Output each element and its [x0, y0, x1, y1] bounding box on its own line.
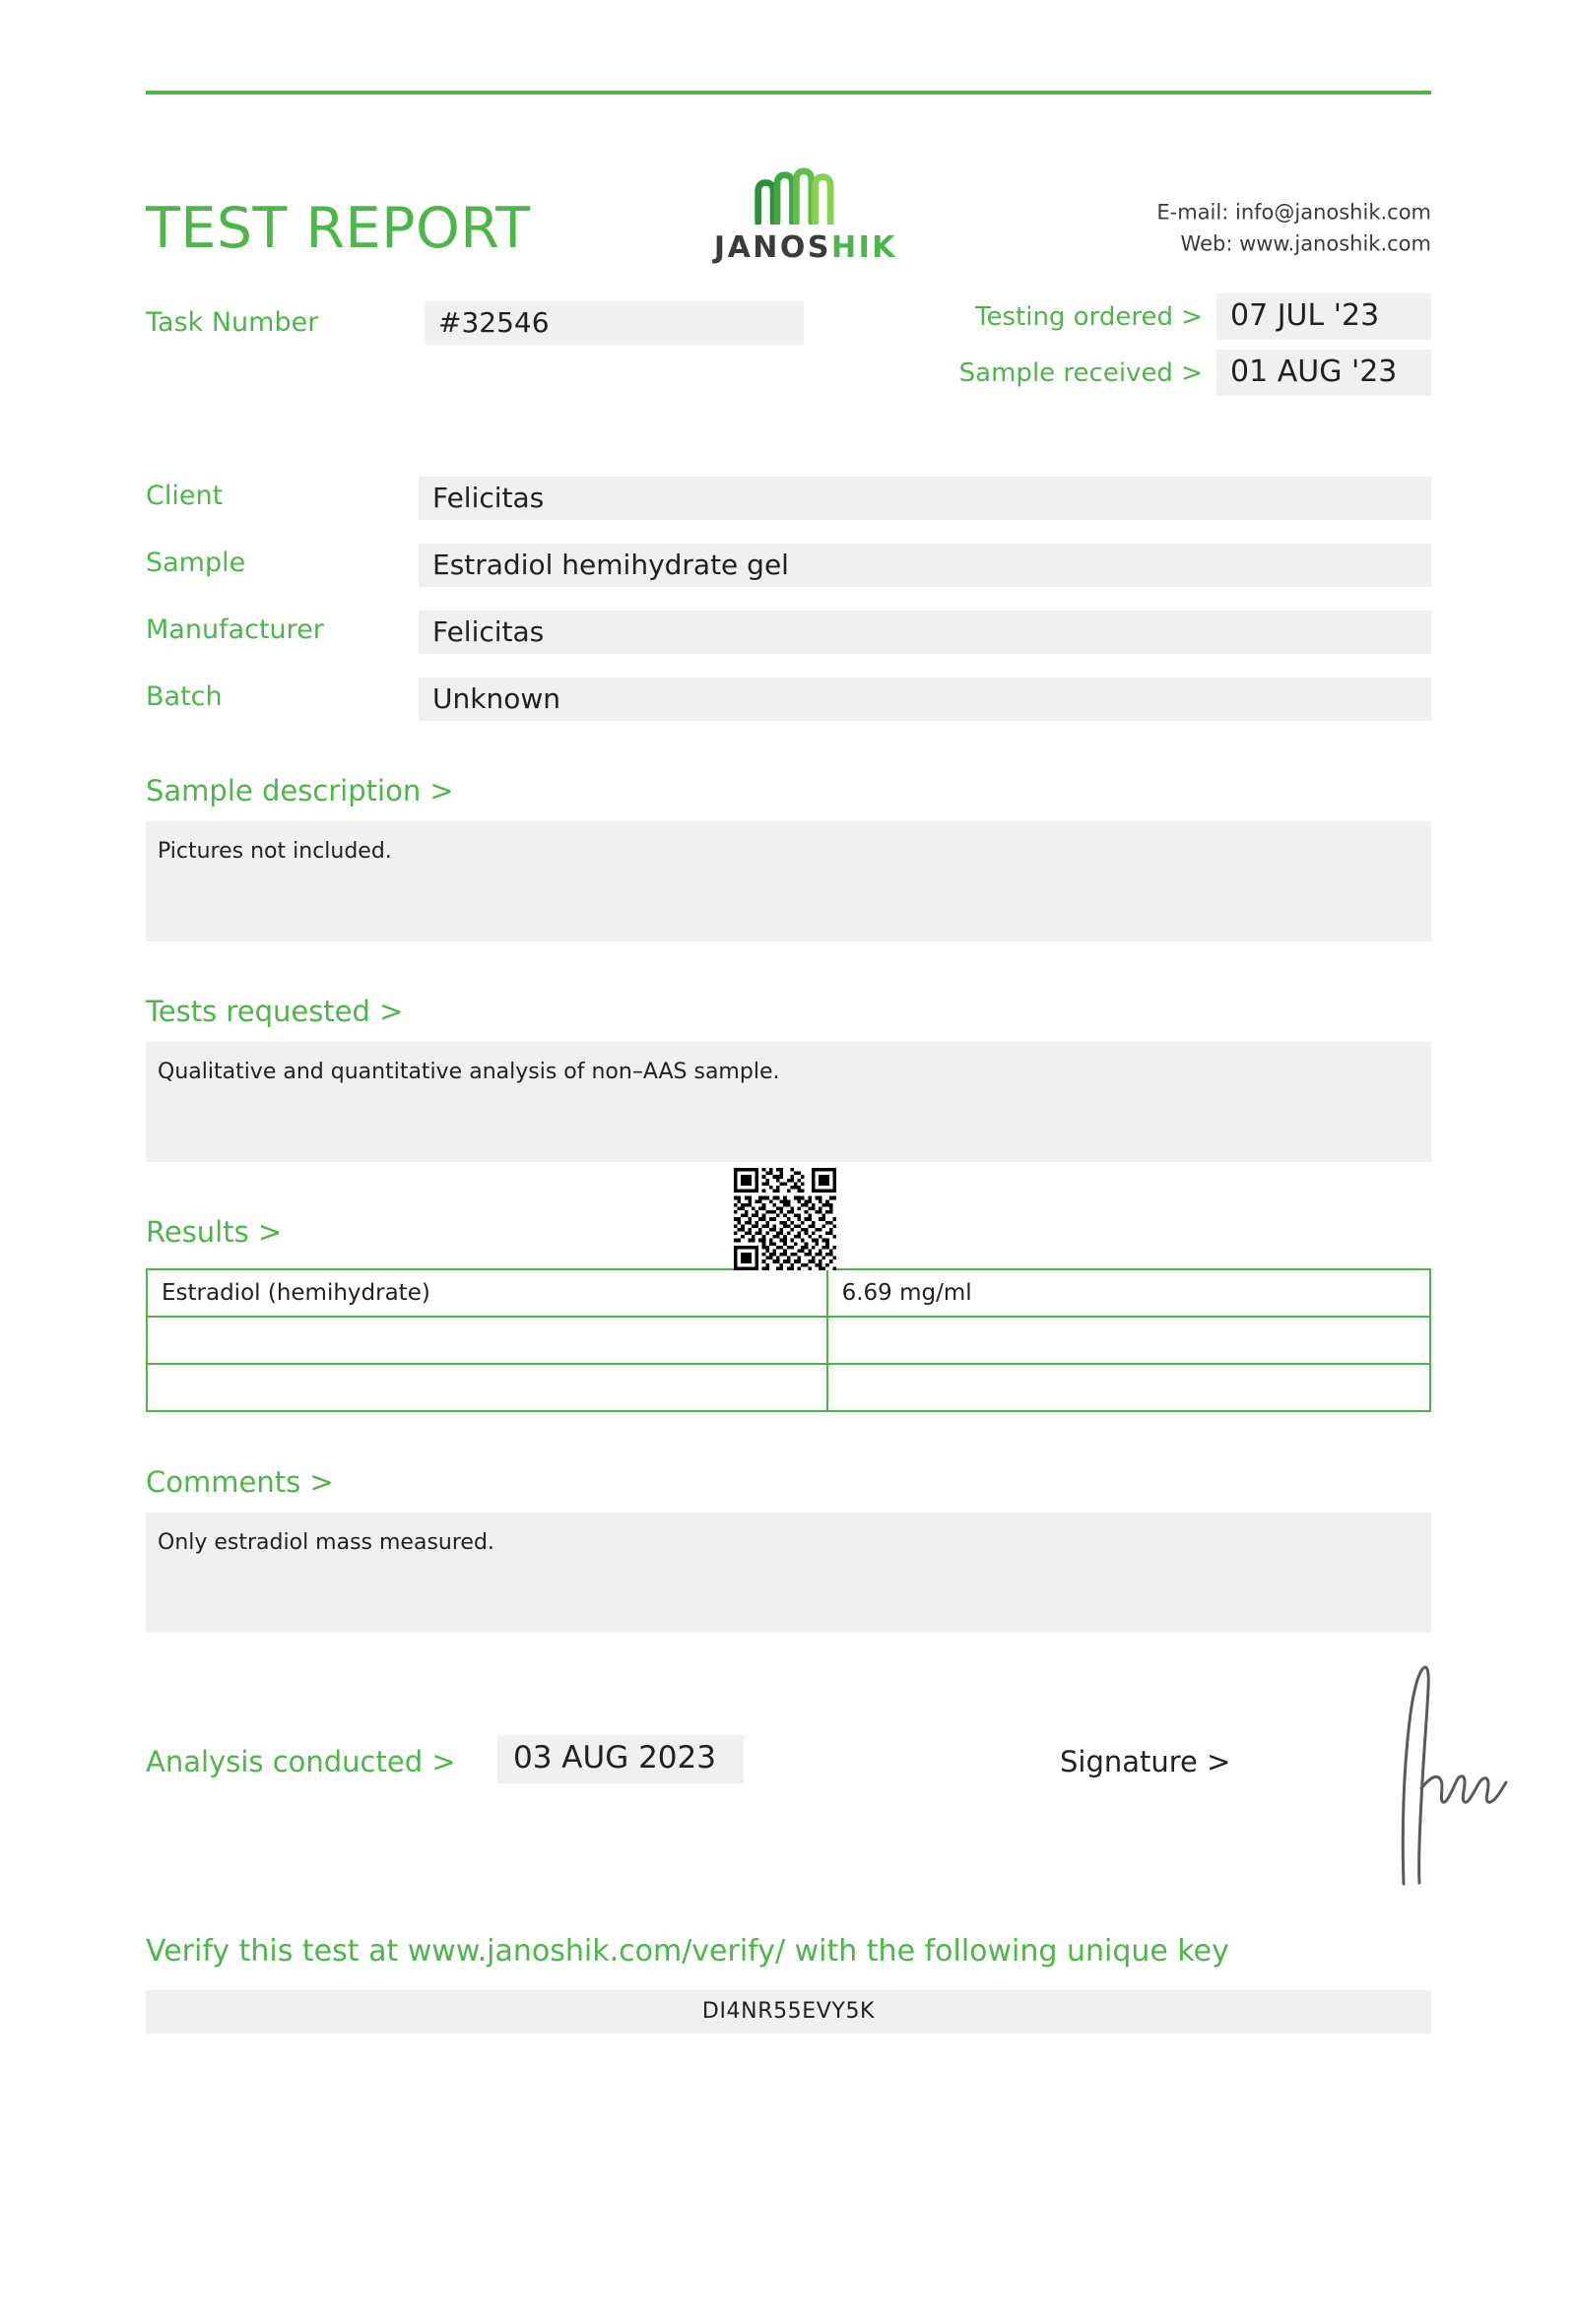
- client-label: Client: [146, 481, 224, 511]
- contact-info: [1156, 198, 1431, 260]
- task-number-value: #32546: [425, 301, 804, 345]
- task-bar: [146, 288, 1431, 406]
- page-title: TEST REPORT: [146, 196, 531, 261]
- manufacturer-value: Felicitas: [419, 611, 1431, 654]
- sample-info: [146, 477, 1431, 721]
- comments-title: Comments >: [146, 1465, 334, 1499]
- analysis-signature-row: [146, 1704, 1431, 1861]
- logo-wordmark-green: HIK: [831, 230, 898, 265]
- tests-requested-box: Qualitative and quantitative analysis of non–AAS sample.: [146, 1042, 1431, 1162]
- result-value: [827, 1364, 1430, 1411]
- table-row: [147, 1317, 1430, 1364]
- logo-wordmark-dark: JANOS: [713, 230, 832, 265]
- table-row: [147, 1364, 1430, 1411]
- result-value: [827, 1317, 1430, 1364]
- client-value: Felicitas: [419, 477, 1431, 520]
- batch-value: Unknown: [419, 678, 1431, 721]
- batch-label: Batch: [146, 681, 223, 712]
- testing-ordered-label: Testing ordered >: [975, 301, 1203, 332]
- result-value: 6.69 mg/ml: [827, 1269, 1430, 1317]
- comments-box: Only estradiol mass measured.: [146, 1513, 1431, 1633]
- results-header: [146, 1207, 1431, 1262]
- janoshik-logo: [692, 167, 919, 265]
- contact-web: Web: www.janoshik.com: [1180, 231, 1431, 255]
- sample-value: Estradiol hemihydrate gel: [419, 544, 1431, 587]
- result-name: [147, 1364, 827, 1411]
- logo-wordmark: [692, 230, 919, 265]
- result-name: Estradiol (hemihydrate): [147, 1269, 827, 1317]
- sample-received-label: Sample received >: [958, 357, 1203, 388]
- testing-ordered-row: [880, 293, 1431, 340]
- results-title: Results >: [146, 1215, 283, 1249]
- info-row-client: [146, 477, 1431, 520]
- contact-email: E-mail: info@janoshik.com: [1156, 200, 1431, 225]
- table-row: [147, 1269, 1430, 1317]
- sample-description-title: Sample description >: [146, 774, 454, 807]
- analysis-conducted-value: 03 AUG 2023: [497, 1735, 744, 1783]
- manufacturer-label: Manufacturer: [146, 614, 324, 645]
- report-content: [146, 0, 1431, 2034]
- logo-mark-icon: [749, 167, 863, 225]
- signature-image: [1382, 1662, 1530, 1889]
- info-row-batch: [146, 678, 1431, 721]
- info-row-manufacturer: [146, 611, 1431, 654]
- result-name: [147, 1317, 827, 1364]
- sample-label: Sample: [146, 548, 246, 578]
- info-row-sample: [146, 544, 1431, 587]
- qr-code-icon: [734, 1168, 836, 1270]
- sample-received-value: 01 AUG '23: [1216, 350, 1431, 396]
- date-group: [880, 293, 1431, 406]
- header-divider: [146, 91, 1431, 95]
- task-number-label: Task Number: [146, 307, 319, 338]
- signature-label: Signature >: [1060, 1745, 1231, 1778]
- results-table: [146, 1268, 1431, 1412]
- sample-received-row: [880, 350, 1431, 396]
- testing-ordered-value: 07 JUL '23: [1216, 293, 1431, 340]
- analysis-conducted-label: Analysis conducted >: [146, 1745, 456, 1778]
- report-header: [146, 91, 1431, 268]
- sample-description-box: Pictures not included.: [146, 821, 1431, 941]
- tests-requested-title: Tests requested >: [146, 995, 404, 1028]
- verify-text: Verify this test at www.janoshik.com/verify/ with the following unique key: [146, 1934, 1229, 1969]
- unique-key: DI4NR55EVY5K: [146, 1990, 1431, 2034]
